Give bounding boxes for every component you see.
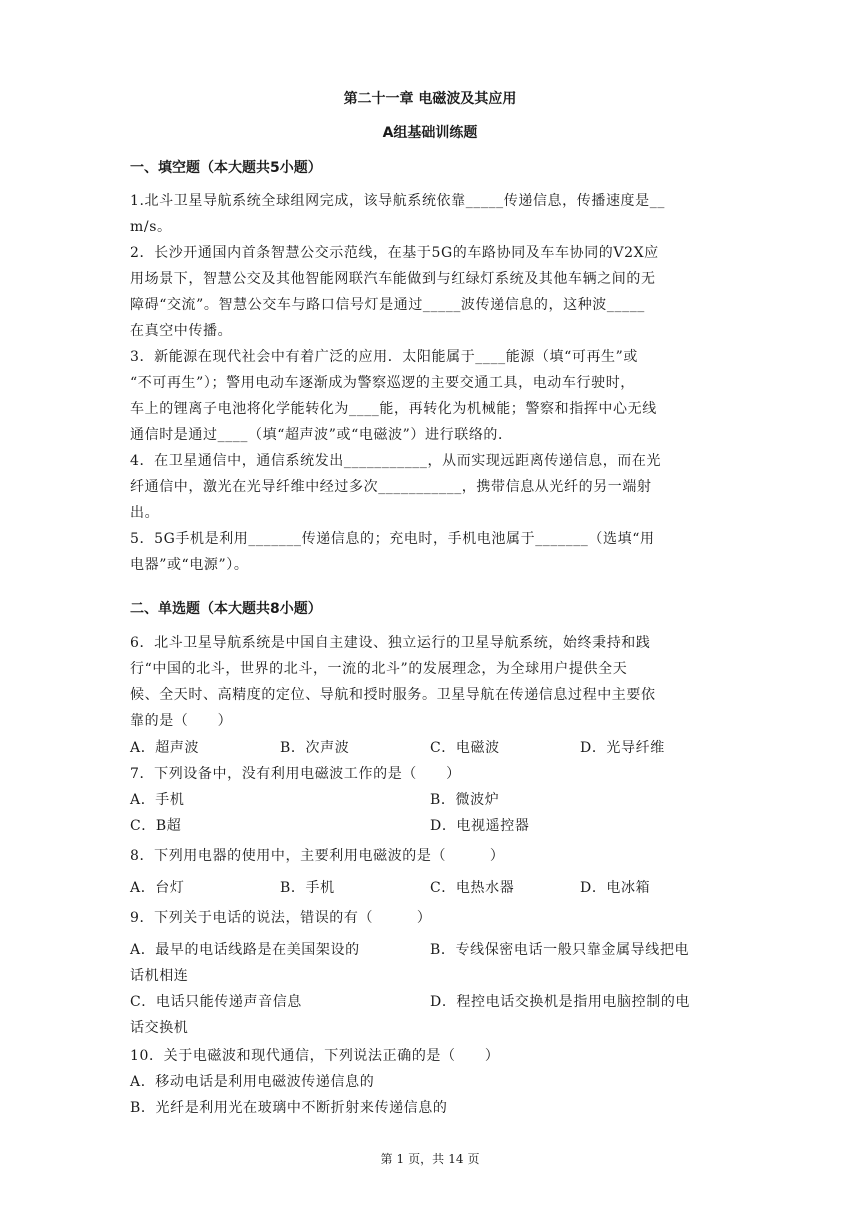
question-line: 话交换机 <box>130 1020 189 1036</box>
option-c: C．电热水器 <box>430 880 515 896</box>
option-a: A．最早的电话线路是在美国架设的 <box>130 942 360 958</box>
question-line: 纤通信中，激光在光导纤维中经过多次___________，携带信息从光纤的另一端射 <box>130 479 652 495</box>
page-footer <box>0 1150 860 1167</box>
page-subtitle: A组基础训练题 <box>382 125 478 141</box>
question-line: 话机相连 <box>130 968 189 984</box>
question-line: 5．5G手机是利用_______传递信息的；充电时，手机电池属于_______（选填“用 <box>130 531 655 547</box>
section-heading-single-choice: 二、单选题（本大题共8小题） <box>130 601 322 617</box>
question-line: 4．在卫星通信中，通信系统发出___________，从而实现远距离传递信息，而在光 <box>130 453 662 469</box>
question-line: 8．下列用电器的使用中，主要利用电磁波的是（ ） <box>130 848 505 864</box>
footer-page-number: 1 <box>396 1152 405 1166</box>
option-c: C．电磁波 <box>430 740 500 756</box>
option-d: D．电冰箱 <box>580 880 651 896</box>
option-a: A．台灯 <box>130 880 185 896</box>
option-b: B．次声波 <box>280 740 350 756</box>
question-line: 10．关于电磁波和现代通信，下列说法正确的是（ ） <box>130 1048 500 1064</box>
question-line: m/s。 <box>130 219 172 235</box>
option-b: B．手机 <box>280 880 335 896</box>
question-line: 车上的锂离子电池将化学能转化为____能，再转化为机械能；警察和指挥中心无线 <box>130 401 657 417</box>
option-b: B．专线保密电话一般只靠金属导线把电 <box>430 942 690 958</box>
option-d: D．电视遥控器 <box>430 818 530 834</box>
footer-total-pages: 14 <box>448 1152 464 1166</box>
option-d: D．光导纤维 <box>580 740 665 756</box>
question-line: 靠的是（ ） <box>130 713 233 729</box>
option-d: D．程控电话交换机是指用电脑控制的电 <box>430 994 691 1010</box>
question-line: “不可再生”）；警用电动车逐渐成为警察巡逻的主要交通工具，电动车行驶时， <box>130 375 635 391</box>
question-line: 6．北斗卫星导航系统是中国自主建设、独立运行的卫星导航系统，始终秉持和践 <box>130 635 651 651</box>
option-b: B．微波炉 <box>430 792 500 808</box>
question-line: 候、全天时、高精度的定位、导航和授时服务。卫星导航在传递信息过程中主要依 <box>130 687 656 703</box>
question-line: 2．长沙开通国内首条智慧公交示范线，在基于5G的车路协同及车车协同的V2X应 <box>130 245 659 261</box>
question-line: 出。 <box>130 505 160 521</box>
option-a: A．移动电话是利用电磁波传递信息的 <box>130 1074 375 1090</box>
question-line: 1.北斗卫星导航系统全球组网完成，该导航系统依靠_____传递信息，传播速度是__ <box>130 193 665 209</box>
page-title: 第二十一章 电磁波及其应用 <box>343 91 517 107</box>
question-line: 通信时是通过____（填“超声波”或“电磁波”）进行联络的． <box>130 427 513 443</box>
footer-prefix: 第 <box>380 1152 393 1166</box>
question-line: 行“中国的北斗，世界的北斗，一流的北斗”的发展理念，为全球用户提供全天 <box>130 661 628 677</box>
option-a: A．手机 <box>130 792 185 808</box>
option-b: B．光纤是利用光在玻璃中不断折射来传递信息的 <box>130 1100 448 1116</box>
option-c: C．B超 <box>130 818 182 834</box>
question-line: 障碍“交流”。智慧公交车与路口信号灯是通过_____波传递信息的，这种波_____ <box>130 297 645 313</box>
question-line: 7．下列设备中，没有利用电磁波工作的是（ ） <box>130 766 461 782</box>
question-line: 用场景下，智慧公交及其他智能网联汽车能做到与红绿灯系统及其他车辆之间的无 <box>130 271 656 287</box>
option-c: C．电话只能传递声音信息 <box>130 994 302 1010</box>
footer-suffix: 页 <box>467 1152 480 1166</box>
question-line: 在真空中传播。 <box>130 323 233 339</box>
question-line: 9．下列关于电话的说法，错误的有（ ） <box>130 910 432 926</box>
question-line: 电器”或“电源”）。 <box>130 557 249 573</box>
section-heading-fill-blank: 一、填空题（本大题共5小题） <box>130 160 322 176</box>
footer-mid: 页，共 <box>408 1152 445 1166</box>
question-line: 3．新能源在现代社会中有着广泛的应用．太阳能属于____能源（填“可再生”或 <box>130 349 639 365</box>
option-a: A．超声波 <box>130 740 200 756</box>
